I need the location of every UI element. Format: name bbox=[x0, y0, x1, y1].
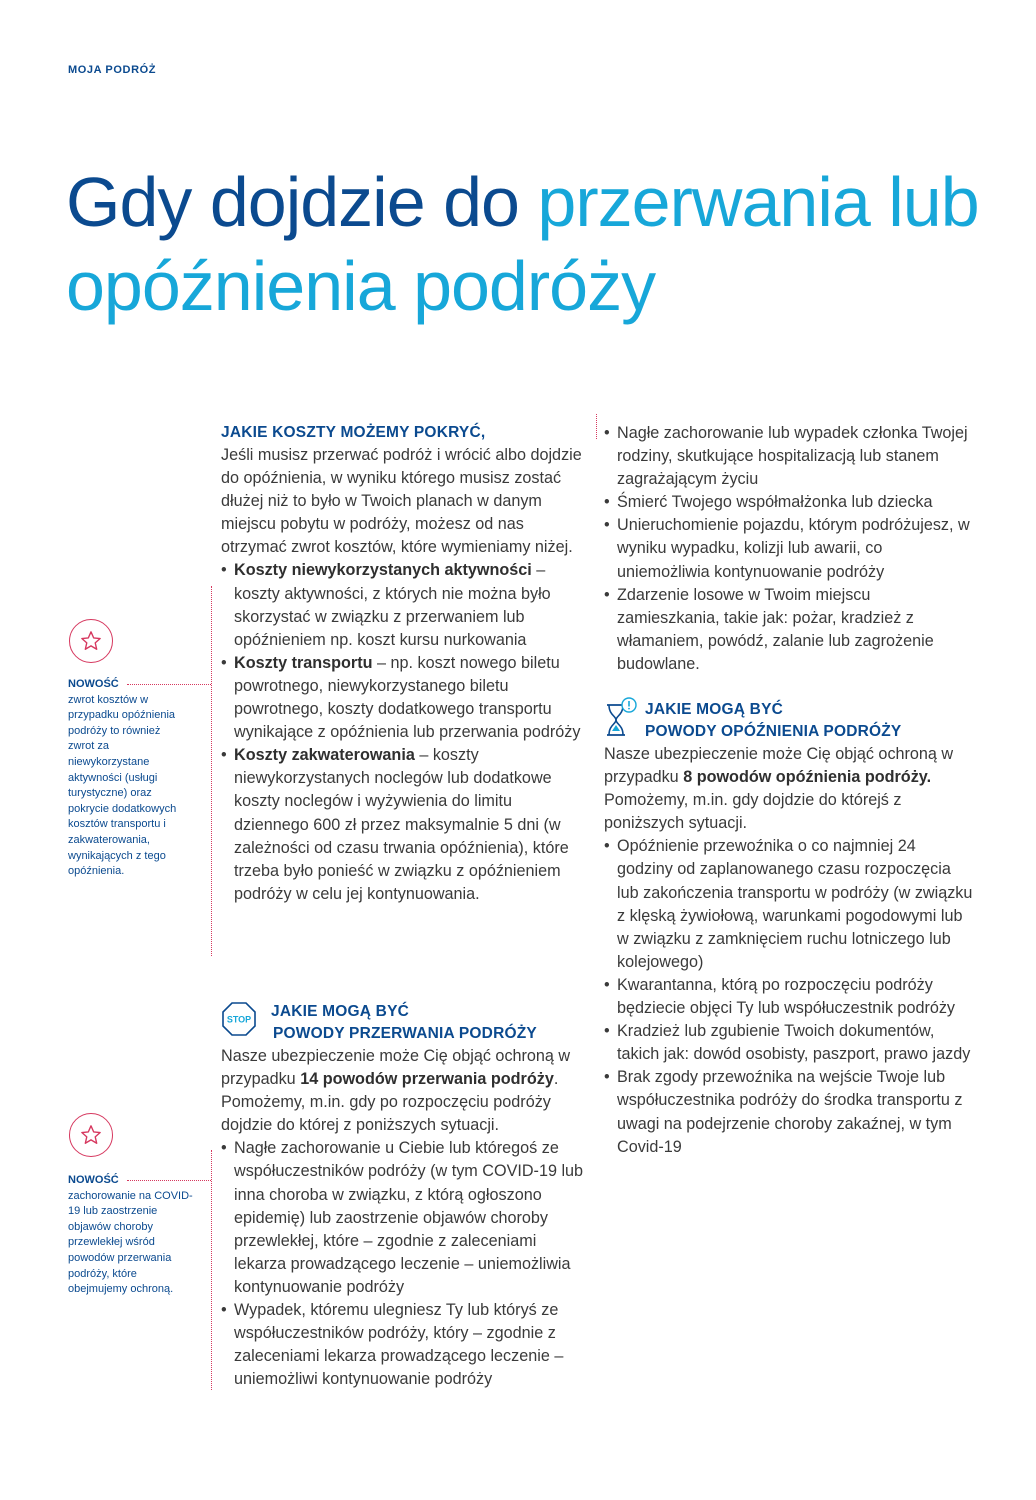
list-item: • Koszty zakwaterowania – koszty niewykorzystanych noclegów lub dodatkowe koszty noclegów i wyżywienia do limitu dziennego 600 zł przez maksymalnie 5 dni (w zależności od czasu trwania opóźnienia), które trzeba było ponieść w związku z opóźnieniem podróży w celu jej kontynuowania. bbox=[221, 744, 586, 906]
list-item: • Nagłe zachorowanie lub wypadek członka Twojej rodziny, skutkujące hospitalizacją lub stanem zagrażającym życiu bbox=[604, 422, 972, 491]
list-item: • Kradzież lub zgubienie Twoich dokumentów, takich jak: dowód osobisty, paszport, prawo jazdy bbox=[604, 1020, 976, 1066]
delay-section bbox=[604, 699, 976, 1159]
interruption-section bbox=[221, 1001, 589, 1391]
list-item: • Śmierć Twojego współmałżonka lub dziecka bbox=[604, 491, 972, 514]
title-part-dark: Gdy dojdzie do bbox=[66, 163, 538, 241]
note-divider-line bbox=[211, 586, 212, 956]
delay-heading-1: JAKIE MOGĄ BYĆ bbox=[645, 701, 784, 718]
costs-intro: Jeśli musisz przerwać podróż i wrócić albo dojdzie do opóźnienia, w wyniku którego musisz zostać dłużej niż to było w Twoich planach w danym miejscu pobytu w podróży, możesz od nas otrzymać zwrot kosztów, które wymieniamy niżej. bbox=[221, 446, 582, 557]
title-part-accent: przerwania lub opóźnienia podróży bbox=[66, 163, 979, 325]
star-icon bbox=[80, 1124, 102, 1146]
list-item: • Koszty niewykorzystanych aktywności – koszty aktywności, z których nie można było skorzystać w związku z przerwaniem lub opóźnieniem np. koszt kursu nurkowania bbox=[221, 559, 586, 651]
section-label: MOJA PODRÓŻ bbox=[68, 64, 157, 76]
note-connector-line bbox=[127, 684, 211, 685]
list-item: • Wypadek, któremu ulegniesz Ty lub któryś ze współuczestników podróży, który – zgodnie z zaleceniami lekarza prowadzącego leczenie – uniemożliwi kontynuowanie podróży bbox=[221, 1299, 589, 1391]
delay-intro: Nasze ubezpieczenie może Cię objąć ochroną w przypadku 8 powodów opóźnienia podróży. Pomożemy, m.in. gdy dojdzie do którejś z poniższych sytuacji. bbox=[604, 745, 954, 833]
star-icon bbox=[80, 630, 102, 652]
column-divider-line bbox=[596, 414, 597, 439]
interruption-intro: Nasze ubezpieczenie może Cię objąć ochroną w przypadku 14 powodów przerwania podróży. Pomożemy, m.in. gdy po rozpoczęciu podróży dojdzie do której z poniższych sytuacji. bbox=[221, 1047, 571, 1135]
note-label: NOWOŚĆ bbox=[68, 1174, 119, 1186]
delay-list bbox=[604, 835, 976, 1158]
list-item: • Opóźnienie przewoźnika o co najmniej 24 godziny od zaplanowanego czasu rozpoczęcia lub zakończenia transportu w podróży (w związku z klęską żywiołową, warunkami pogodowymi lub w związku z zamknięciem ruchu lotniczego lub kolejowego) bbox=[604, 835, 976, 974]
page-title bbox=[66, 160, 1006, 328]
list-item: • Unieruchomienie pojazdu, którym podróżujesz, w wyniku wypadku, kolizji lub awarii, co uniemożliwia kontynuowanie podróży bbox=[604, 514, 972, 583]
new-feature-note bbox=[68, 677, 188, 880]
interruption-continued bbox=[604, 422, 972, 676]
delay-heading-2: POWODY OPÓŹNIENIA PODRÓŻY bbox=[645, 723, 902, 740]
star-badge bbox=[69, 1113, 113, 1157]
list-item: • Zdarzenie losowe w Twoim miejscu zamieszkania, takie jak: pożar, kradzież z włamaniem, powódź, zalanie lub zagrożenie budowlane. bbox=[604, 584, 972, 676]
svg-text:STOP: STOP bbox=[226, 1014, 252, 1025]
note-label: NOWOŚĆ bbox=[68, 678, 119, 690]
interruption-heading-2: POWODY PRZERWANIA PODRÓŻY bbox=[273, 1025, 537, 1042]
list-item: • Nagłe zachorowanie u Ciebie lub któregoś ze współuczestników podróży (w tym COVID-19 lub inna choroba w związku, z którą ogłoszono epidemię) lub zaostrzenie objawów choroby przewlekłej, które – zgodnie z zaleceniami lekarza prowadzącego leczenie – uniemożliwia kontynuowanie podróży bbox=[221, 1137, 589, 1299]
list-item: • Brak zgody przewoźnika na wejście Twoje lub współuczestnika podróży do środka transportu z uwagi na podejrzenie choroby zakaźnej, w tym Covid-19 bbox=[604, 1066, 976, 1158]
list-item: • Kwarantanna, którą po rozpoczęciu podróży będziecie objęci Ty lub współuczestnik podróży bbox=[604, 974, 976, 1020]
interruption-list-continued bbox=[604, 422, 972, 676]
costs-list bbox=[221, 559, 586, 905]
costs-heading: JAKIE KOSZTY MOŻEMY POKRYĆ, bbox=[221, 424, 486, 441]
list-item: • Koszty transportu – np. koszt nowego biletu powrotnego, niewykorzystanego biletu powrotnego, koszty dodatkowego transportu wynikające z opóźnienia lub przerwania podróży bbox=[221, 652, 586, 744]
interruption-heading-1: JAKIE MOGĄ BYĆ bbox=[271, 1003, 410, 1020]
star-badge bbox=[69, 619, 113, 663]
note-connector-line bbox=[127, 1180, 211, 1181]
costs-section bbox=[221, 422, 586, 906]
new-feature-note bbox=[68, 1173, 198, 1298]
note-divider-line bbox=[211, 1150, 212, 1390]
note-text: zwrot kosztów w przypadku opóźnienia podróży to również zwrot za niewykorzystane aktywności (usługi turystyczne) oraz pokrycie dodatkowych kosztów transportu i zakwaterowania, wynikających z tego opóźnienia. bbox=[68, 693, 177, 878]
interruption-list bbox=[221, 1137, 589, 1391]
note-text: zachorowanie na COVID-19 lub zaostrzenie objawów choroby przewlekłej wśród powodów przerwania podróży, które obejmujemy ochroną. bbox=[68, 1189, 193, 1296]
